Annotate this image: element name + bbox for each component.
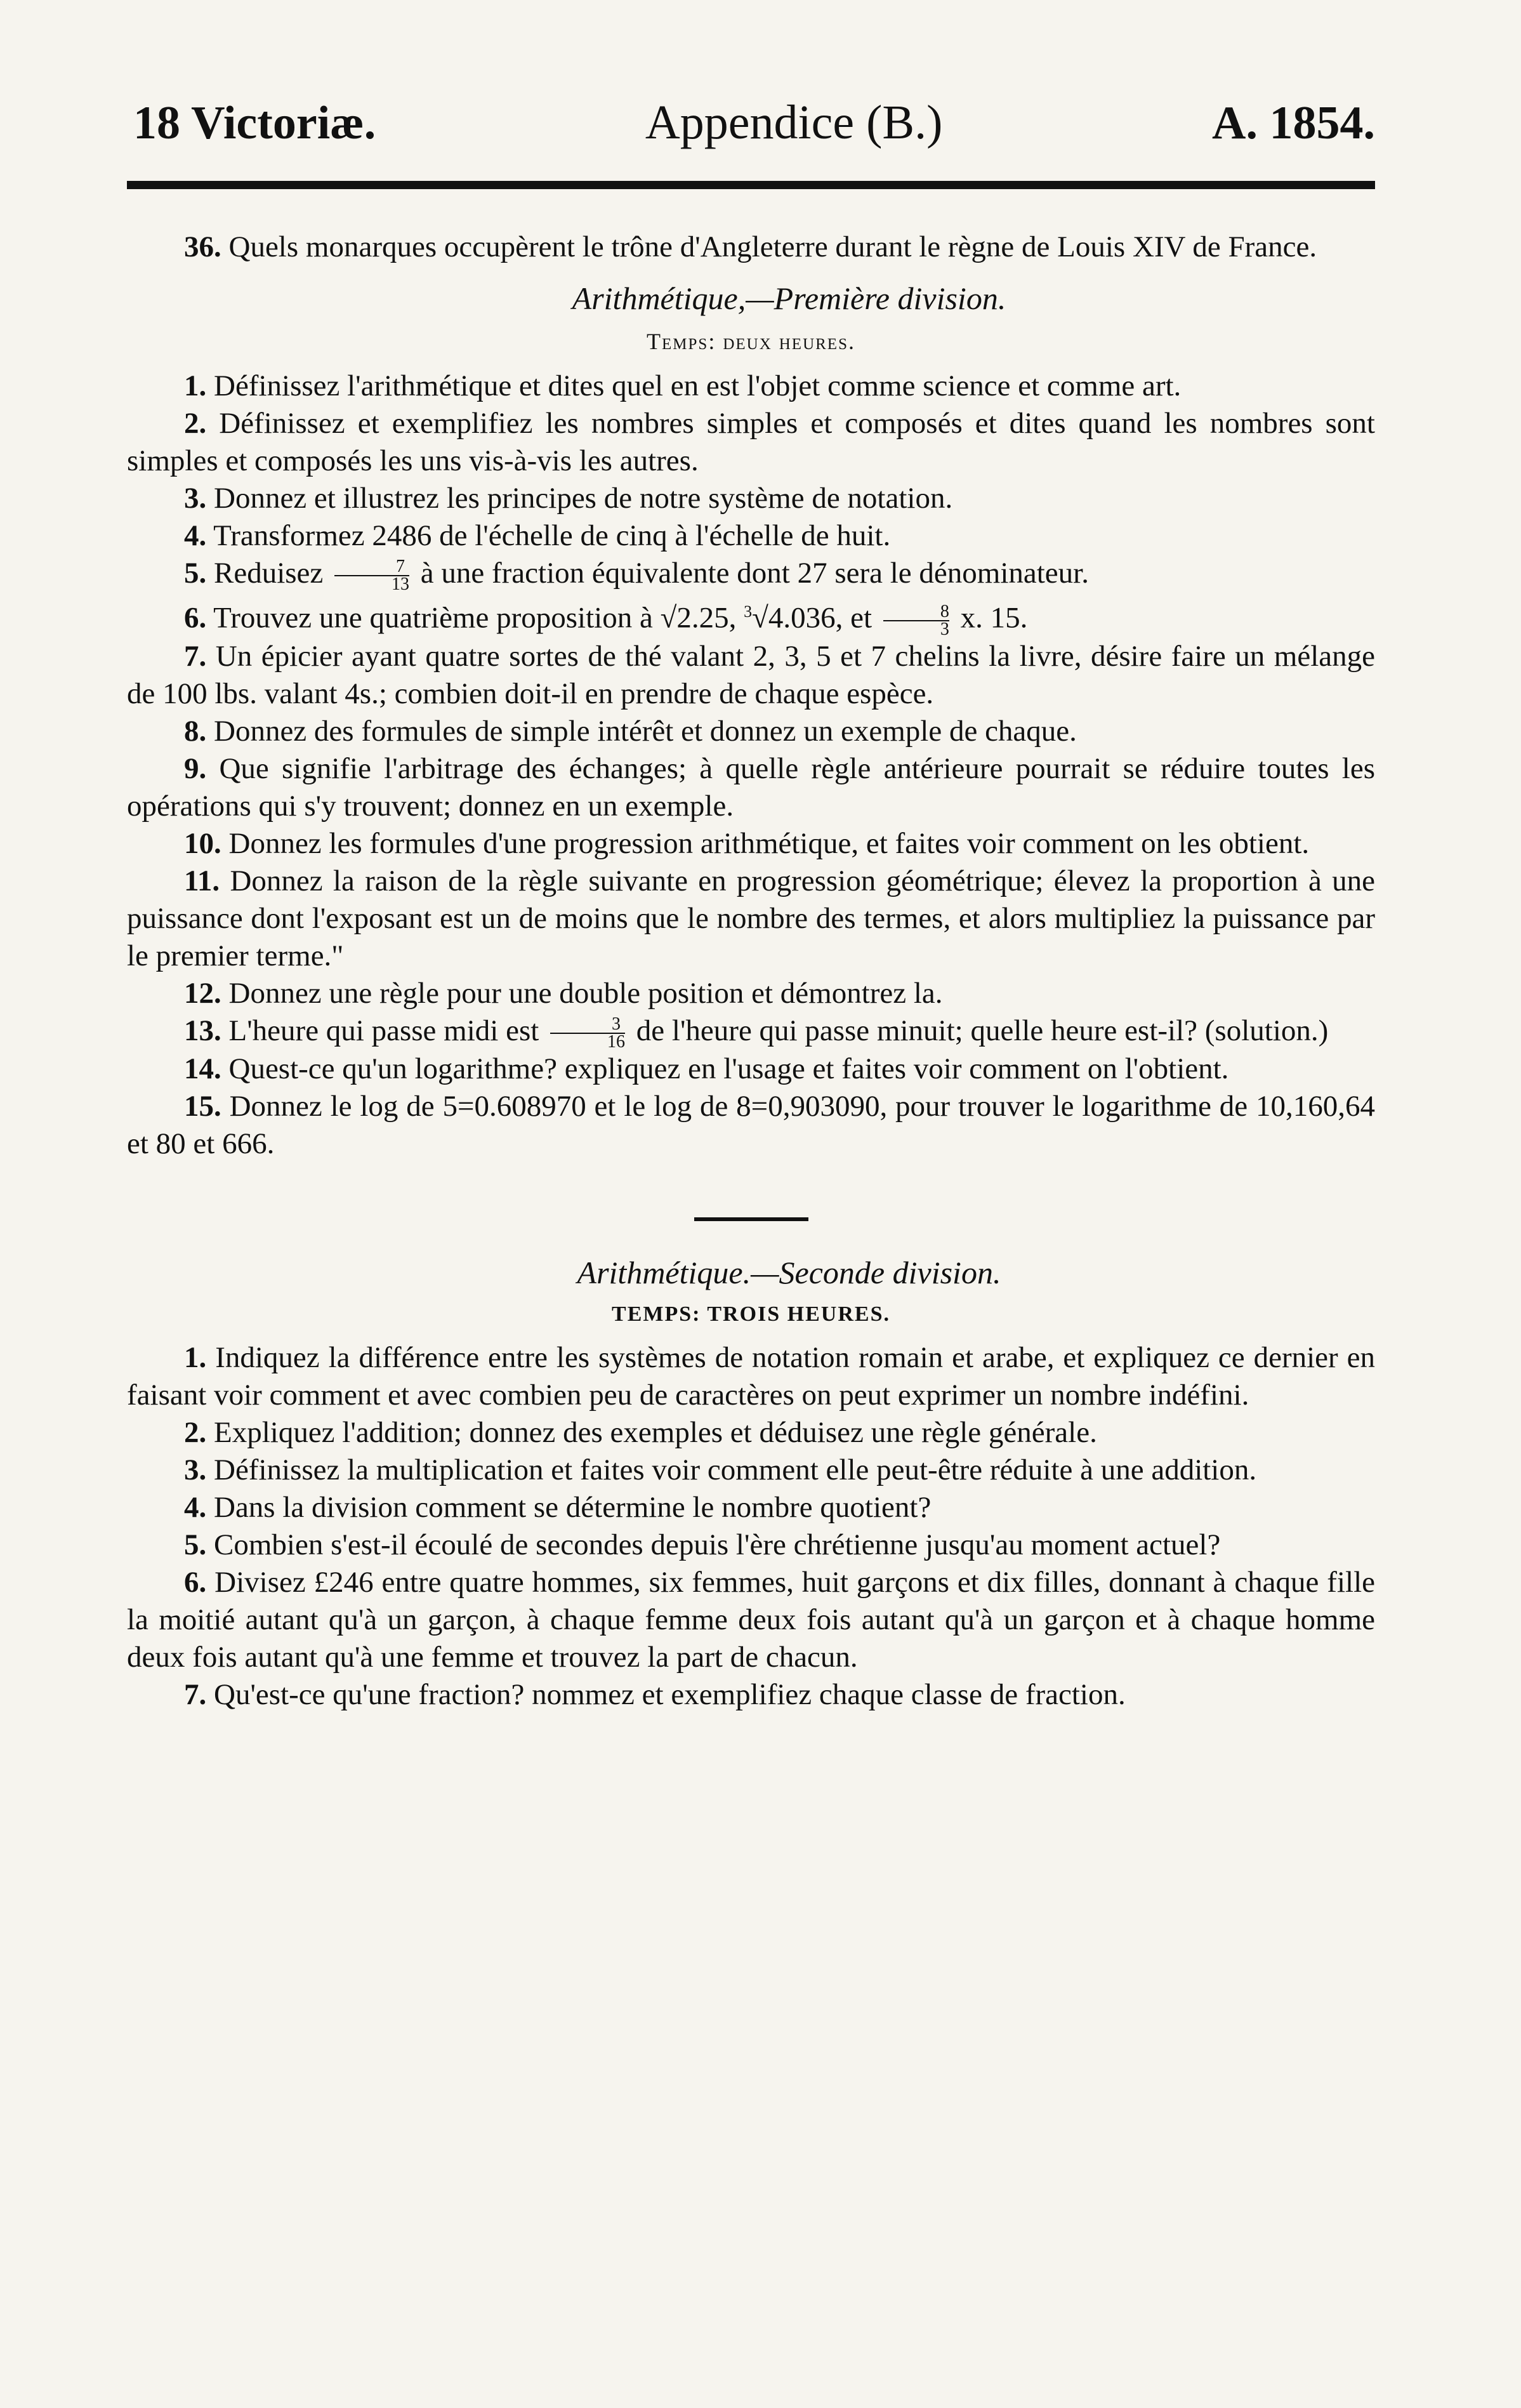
s1-question-7: 7. Un épicier ayant quatre sortes de thé valant 2, 3, 5 et 7 chelins la livre, désire faire un mélange de 100 lbs. valant 4s.; combien doit-il en prendre de chaque espèce. bbox=[127, 640, 1375, 711]
s1-question-14: 14. Quest-ce qu'un logarithme? expliquez en l'usage et faites voir comment on l'obtient. bbox=[184, 1052, 1229, 1086]
section1-questions bbox=[127, 367, 1375, 1163]
s1-question-6: 6. Trouvez une quatrième proposition à √2.25, $^3$√4.036, et $\frac{8}{3}$ x. 15. bbox=[184, 601, 1028, 640]
s2-question-4: 4. Dans la division comment se détermine le nombre quotient? bbox=[184, 1491, 932, 1525]
s2-question-1: 1. Indiquez la différence entre les systèmes de notation romain et arabe, et expliquez ce dernier en faisant voir comment et avec combien peu de caractères on peut exprimer un nombre indéfini. bbox=[127, 1341, 1375, 1412]
s1-question-2: 2. Définissez et exemplifiez les nombres simples et composés et dites quand les nombres sont simples et composés les uns vis-à-vis les autres. bbox=[127, 407, 1375, 477]
section2-time: TEMPS: TROIS HEURES. bbox=[612, 1302, 890, 1326]
s1-question-9: 9. Que signifie l'arbitrage des échanges; à quelle règle antérieure pourrait se réduire toutes les opérations qui s'y trouvent; donnez en un exemple. bbox=[127, 752, 1375, 823]
s2-question-5: 5. Combien s'est-il écoulé de secondes depuis l'ère chrétienne jusqu'au moment actuel? bbox=[184, 1528, 1221, 1562]
section-divider bbox=[694, 1217, 808, 1221]
header-session: 18 Victoriæ. bbox=[133, 97, 376, 149]
s1-question-12: 12. Donnez une règle pour une double position et démontrez la. bbox=[184, 977, 943, 1010]
fraction: $\frac{8}{3}$ bbox=[883, 604, 949, 638]
s1-question-15: 15. Donnez le log de 5=0.608970 et le log de 8=0,903090, pour trouver le logarithme de 10,160,64 et 80 et 666. bbox=[127, 1090, 1375, 1161]
s2-question-3: 3. Définissez la multiplication et faites voir comment elle peut-être réduite à une addition. bbox=[184, 1453, 1257, 1487]
s2-question-6: 6. Divisez £246 entre quatre hommes, six femmes, huit garçons et dix filles, donnant à chaque fille la moitié autant qu'à un garçon, à chaque femme deux fois autant qu'à un garçon et à chaque homme deux fois autant qu'à une femme et trouvez la part de chacun. bbox=[127, 1566, 1375, 1674]
section1-time: Temps: deux heures. bbox=[647, 329, 855, 354]
s1-question-1: 1. Définissez l'arithmétique et dites quel en est l'objet comme science et comme art. bbox=[184, 369, 1182, 402]
section2-questions bbox=[127, 1339, 1375, 1714]
s2-question-7: 7. Qu'est-ce qu'une fraction? nommez et exemplifiez chaque classe de fraction. bbox=[184, 1678, 1126, 1712]
s1-question-10: 10. Donnez les formules d'une progression arithmétique, et faites voir comment on les obtient. bbox=[184, 827, 1310, 861]
section2-title: Arithmétique.—Seconde division. bbox=[577, 1255, 1001, 1291]
header-year: A. 1854. bbox=[1212, 97, 1375, 149]
header-appendix: Appendice (B.) bbox=[645, 96, 943, 149]
fraction: $\frac{3}{16}$ bbox=[550, 1016, 625, 1050]
page-header bbox=[133, 95, 1375, 150]
s1-question-3: 3. Donnez et illustrez les principes de notre système de notation. bbox=[184, 482, 953, 515]
s2-question-2: 2. Expliquez l'addition; donnez des exemples et déduisez une règle générale. bbox=[184, 1416, 1097, 1450]
section1-title: Arithmétique,—Première division. bbox=[572, 281, 1006, 316]
s1-question-13: 13. L'heure qui passe midi est $\frac{3}{16}$ de l'heure qui passe minuit; quelle heure est-il? (solution.) bbox=[184, 1014, 1329, 1052]
s1-question-5: 5. Reduisez $\frac{7}{13}$ à une fraction équivalente dont 27 sera le dénominateur. bbox=[184, 557, 1089, 595]
s1-question-4: 4. Transformez 2486 de l'échelle de cinq à l'échelle de huit. bbox=[184, 519, 891, 552]
s1-question-11: 11. Donnez la raison de la règle suivante en progression géométrique; élevez la proportion à une puissance dont l'exposant est un de moins que le nombre des termes, et alors multipliez la puissance par le premier terme." bbox=[127, 864, 1375, 973]
root-index: 3 bbox=[744, 602, 753, 621]
question-36: 36. Quels monarques occupèrent le trône d'Angleterre durant le règne de Louis XIV de France. bbox=[184, 230, 1317, 263]
fraction: $\frac{7}{13}$ bbox=[334, 559, 409, 593]
s1-question-8: 8. Donnez des formules de simple intérêt et donnez un exemple de chaque. bbox=[184, 715, 1077, 748]
header-rule bbox=[127, 181, 1375, 189]
